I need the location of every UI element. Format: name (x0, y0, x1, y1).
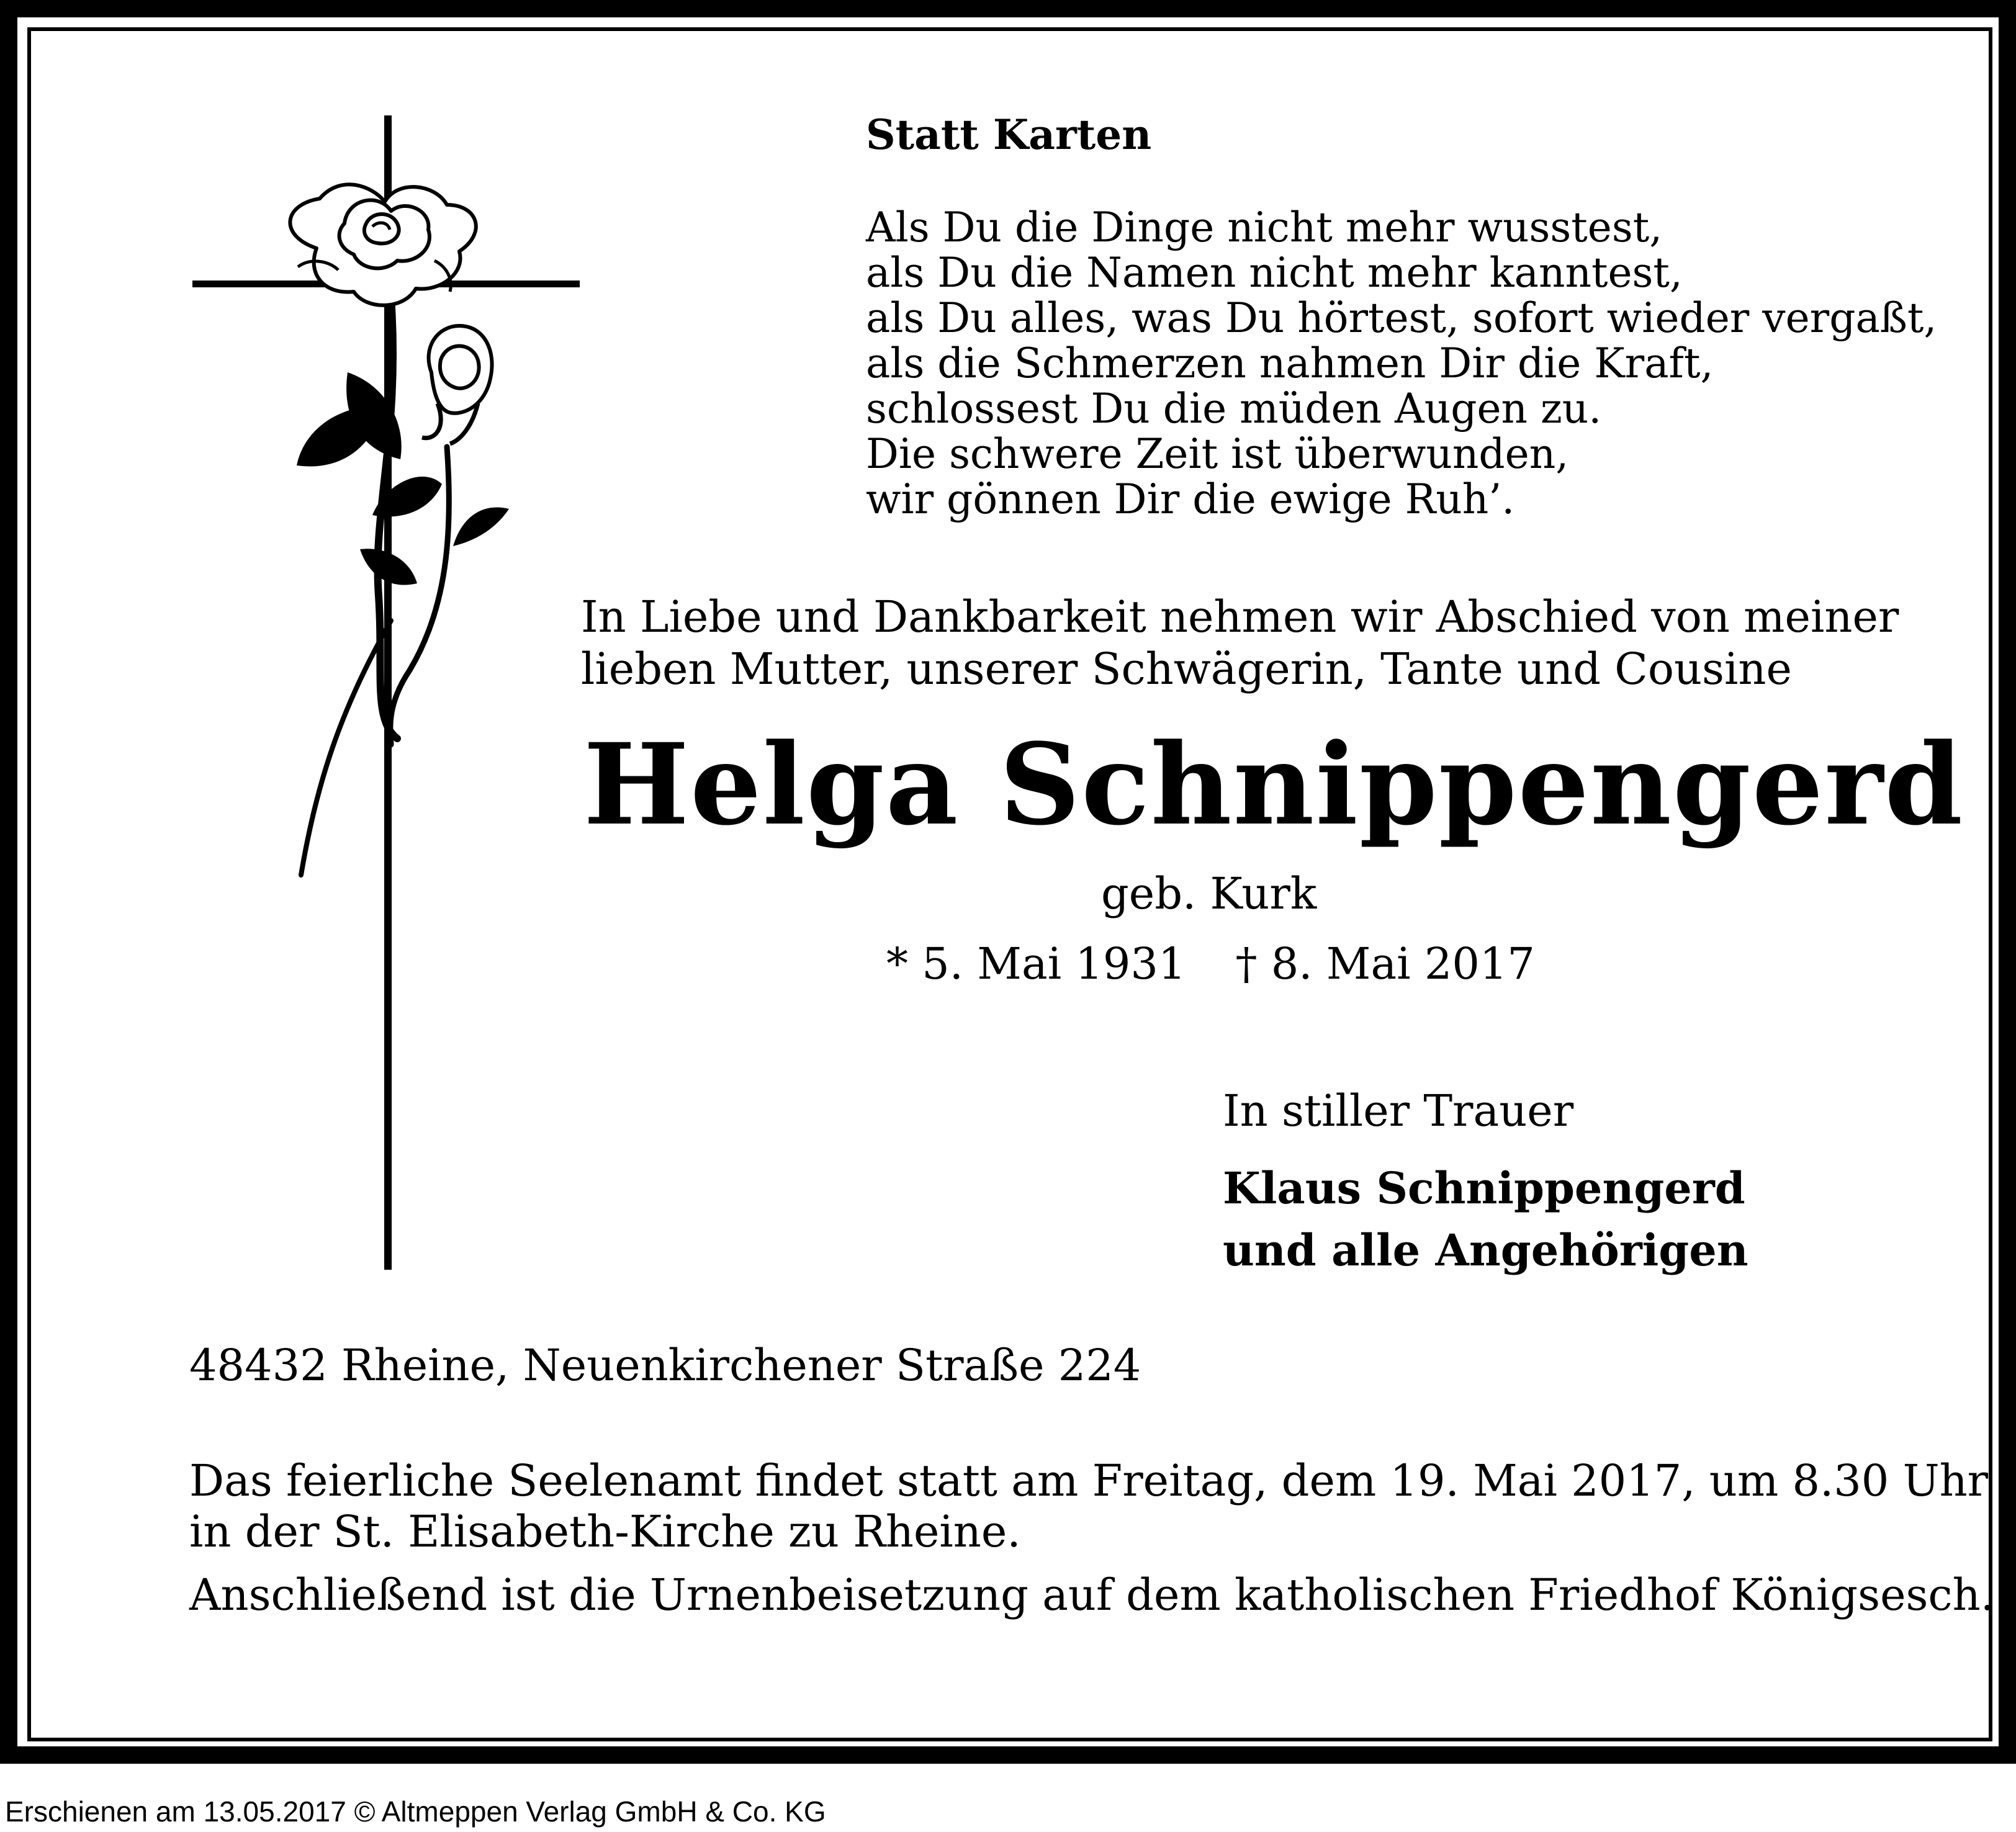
poem-line: wir gönnen Dir die ewige Ruh’. (866, 475, 1515, 523)
poem-line: Als Du die Dinge nicht mehr wusstest, (866, 204, 1663, 251)
deceased-name: Helga Schnippengerd (583, 719, 1964, 850)
maiden-name: geb. Kurk (1101, 868, 1317, 919)
life-dates (886, 938, 1535, 989)
service-line: Das feierliche Seelenamt findet statt am Freitag, dem 19. Mai 2017, um 8.30 Uhr (189, 1455, 1989, 1506)
notice-heading: Statt Karten (866, 110, 1152, 159)
poem-line: als Du die Namen nicht mehr kanntest, (866, 249, 1683, 297)
birth-date: * 5. Mai 1931 (886, 938, 1186, 989)
cross-with-roses-icon (186, 112, 596, 1278)
mourning-line: In stiller Trauer (1223, 1085, 1574, 1136)
memorial-poem (866, 205, 1937, 522)
burial-info: Anschließend ist die Urnenbeisetzung auf dem katholischen Friedhof Königsesch. (189, 1569, 1994, 1620)
intro-line: In Liebe und Dankbarkeit nehmen wir Abschied von meiner (581, 591, 1899, 642)
signer-line: Klaus Schnippengerd (1223, 1162, 1745, 1214)
service-line: in der St. Elisabeth-Kirche zu Rheine. (189, 1506, 1021, 1557)
signer-line: und alle Angehörigen (1223, 1224, 1748, 1276)
poem-line: als Du alles, was Du hörtest, sofort wieder vergaßt, (866, 294, 1937, 342)
address: 48432 Rheine, Neuenkirchener Straße 224 (189, 1340, 1141, 1391)
farewell-intro (581, 591, 1899, 695)
poem-line: schlossest Du die müden Augen zu. (866, 385, 1602, 433)
death-date: † 8. Mai 2017 (1235, 938, 1535, 989)
signers (1223, 1157, 1748, 1282)
poem-line: Die schwere Zeit ist überwunden, (866, 430, 1569, 478)
intro-line: lieben Mutter, unserer Schwägerin, Tante und Cousine (581, 644, 1792, 694)
service-info (189, 1455, 1988, 1557)
poem-line: als die Schmerzen nahmen Dir die Kraft, (866, 339, 1714, 387)
publication-credit: Erschienen am 13.05.2017 © Altmeppen Verlag GmbH & Co. KG (5, 1795, 826, 1828)
